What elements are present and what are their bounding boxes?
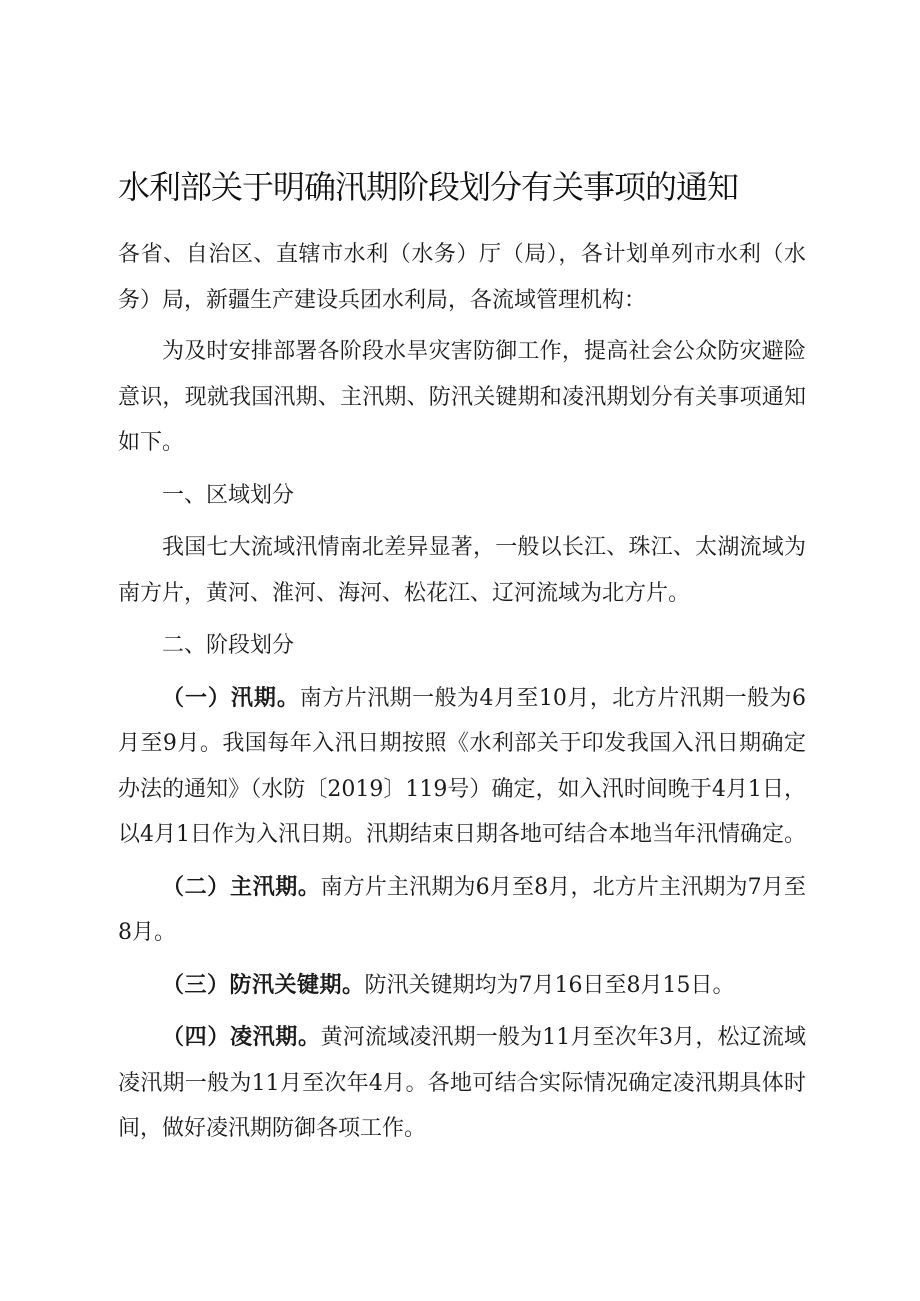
stage-item-lead: （三）防汛关键期。 [162, 972, 365, 998]
region-paragraph: 我国七大流域汛情南北差异显著，一般以长江、珠江、太湖流域为南方片，黄河、淮河、海河、松花江、辽河流域为北方片。 [118, 535, 806, 606]
stage-item-lead: （一）汛期。 [162, 685, 300, 711]
stage-item-lead: （四）凌汛期。 [162, 1025, 321, 1050]
stage-item-ice-flood-season [118, 1015, 806, 1152]
document-body [118, 232, 806, 1152]
section-heading-stage: 二、阶段划分 [162, 633, 295, 658]
section-heading-region: 一、区域划分 [162, 482, 295, 508]
stage-item-text: 南方片汛期一般为4月至10月，北方片汛期一般为6月至9月。我国每年入汛日期按照《水利部关于印发我国入汛日期确定办法的通知》（水防〔2019〕119号）确定，如入汛时间晚于4月1日，以4月1日作为入汛日期。汛期结束日期各地可结合本地当年汛情确定。 [118, 685, 806, 847]
intro-paragraph: 为及时安排部署各阶段水旱灾害防御工作，提高社会公众防灾避险意识，现就我国汛期、主汛期、防汛关键期和凌汛期划分有关事项通知如下。 [118, 339, 806, 455]
stage-item-text: 黄河流域凌汛期一般为11月至次年3月，松辽流域凌汛期一般为11月至次年4月。各地可结合实际情况确定凌汛期具体时间，做好凌汛期防御各项工作。 [118, 1025, 806, 1141]
stage-item-lead: （二）主汛期。 [162, 874, 321, 900]
stage-item-text: 防汛关键期均为7月16日至8月15日。 [364, 972, 735, 998]
stage-item-main-flood-season [118, 865, 806, 956]
addressee: 各省、自治区、直辖市水利（水务）厅（局），各计划单列市水利（水务）局，新疆生产建设兵团水利局，各流域管理机构： [118, 242, 806, 313]
stage-item-flood-season [118, 676, 806, 858]
stage-item-key-period [118, 963, 806, 1009]
document-title: 水利部关于明确汛期阶段划分有关事项的通知 [118, 168, 739, 206]
stage-item-text: 南方片主汛期为6月至8月，北方片主汛期为7月至8月。 [118, 874, 806, 945]
